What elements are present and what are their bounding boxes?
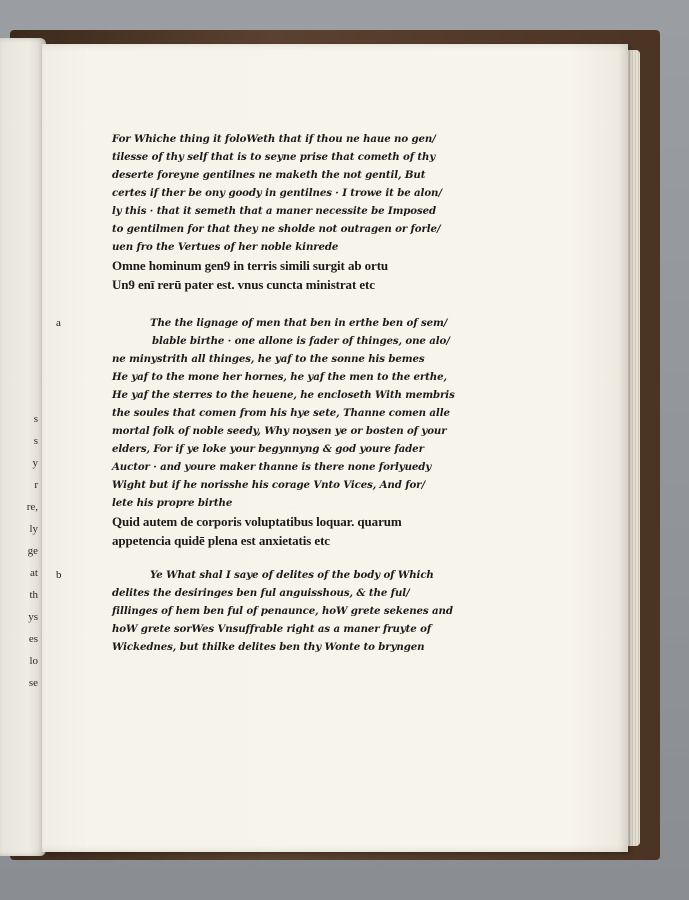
latin-line: Omne hominum gen9 in terris simili surgit ab ortu <box>112 258 389 273</box>
text-line: lete his propre birthe <box>112 497 233 509</box>
margin-fragment: se <box>28 677 38 689</box>
text-line: hoW grete sorWes Vnsuffrable right as a maner fruyte of <box>112 623 432 635</box>
left-page-margin-text <box>0 408 42 728</box>
margin-fragment: y <box>32 457 38 469</box>
text-line: to gentilmen for that they ne sholde not outragen or forle/ <box>112 223 441 235</box>
margin-fragment: re, <box>26 501 38 513</box>
text-line: For Whiche thing it foloWeth that if thou ne haue no gen/ <box>112 133 436 145</box>
latin-line: Un9 enī rerū pater est. vnus cuncta ministrat etc <box>112 277 375 292</box>
text-line: blable birthe · one allone is fader of thinges, one alo/ <box>152 335 450 347</box>
margin-fragment: s <box>33 435 38 447</box>
text-line: ly this · that it semeth that a maner necessite be Imposed <box>112 205 437 217</box>
paragraph-1 <box>112 130 512 256</box>
text-line: deserte foreyne gentilnes ne maketh the not gentil, But <box>112 169 426 181</box>
latin-verse-2 <box>112 512 512 550</box>
section-marker: b <box>56 569 62 581</box>
text-line: Wickednes, but thilke delites ben thy Wonte to bryngen <box>112 641 425 653</box>
margin-fragment: s <box>33 413 38 425</box>
margin-fragment: r <box>34 479 38 491</box>
latin-line: appetencia quidē plena est anxietatis etc <box>112 533 330 548</box>
text-line: fillinges of hem ben ful of penaunce, hoW grete sekenes and <box>112 605 453 617</box>
text-line: He yaf to the mone her hornes, he yaf the men to the erthe, <box>112 371 447 383</box>
text-line: elders, For if ye loke your begynnyng & god youre fader <box>112 443 424 455</box>
margin-fragment: ys <box>28 611 38 623</box>
text-line: ne minystrith all thinges, he yaf to the sonne his bemes <box>112 353 425 365</box>
margin-fragment: th <box>29 589 38 601</box>
latin-verse-1 <box>112 256 512 294</box>
margin-fragment: at <box>30 567 38 579</box>
text-line: tilesse of thy self that is to seyne prise that cometh of thy <box>112 151 436 163</box>
right-page <box>42 44 628 852</box>
text-line-first <box>56 314 512 332</box>
left-page <box>0 38 46 856</box>
margin-fragment: ge <box>27 545 38 557</box>
text-line: uen fro the Vertues of her noble kinrede <box>112 241 339 253</box>
text-line-first <box>56 566 512 584</box>
text-line: Ye What shal I saye of delites of the body of Which <box>150 569 434 581</box>
paragraph-2 <box>56 314 512 512</box>
text-line: the soules that comen from his hye sete, Thanne comen alle <box>112 407 450 419</box>
paragraph-3 <box>56 566 512 656</box>
margin-fragment: ly <box>29 523 38 535</box>
text-line: mortal folk of noble seedy, Why noysen ye or bosten of your <box>112 425 447 437</box>
latin-line: Quid autem de corporis voluptatibus loquar. quarum <box>112 514 402 529</box>
text-line: Wight but if he norisshe his corage Vnto Vices, And for/ <box>112 479 426 491</box>
section-marker: a <box>56 317 61 329</box>
text-line: Auctor · and youre maker thanne is there none forlyuedy <box>112 461 432 473</box>
text-line: certes if ther be ony goody in gentilnes · I trowe it be alon/ <box>112 187 442 199</box>
text-block <box>56 130 512 656</box>
margin-fragment: lo <box>29 655 38 667</box>
margin-fragment: es <box>28 633 38 645</box>
text-line: delites the desiringes ben ful anguisshous, & the ful/ <box>112 587 410 599</box>
text-line: He yaf the sterres to the heuene, he encloseth With membris <box>112 389 455 401</box>
text-line: The the lignage of men that ben in erthe ben of sem/ <box>150 317 448 329</box>
